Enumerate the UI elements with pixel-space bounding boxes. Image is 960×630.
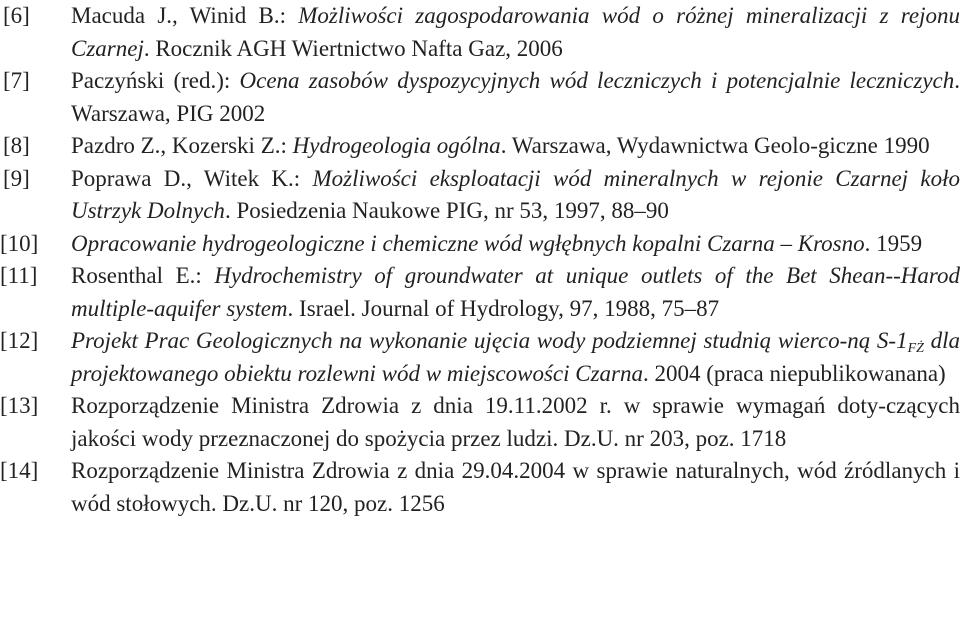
reference-source: . Warszawa, PIG 2002 (71, 68, 960, 126)
reference-source: . 2004 (praca niepublikowanana) (643, 360, 946, 386)
reference-item (0, 163, 960, 228)
reference-authors: Macuda J., Winid B.: (71, 3, 299, 28)
reference-item (0, 65, 960, 130)
reference-number: [13] (0, 393, 39, 418)
reference-item (0, 325, 960, 390)
reference-title: Możliwości zagospodarowania wód o różnej mineralizacji z rejonu Czarnej (71, 3, 960, 61)
reference-item (0, 455, 960, 520)
reference-number: [7] (3, 68, 30, 93)
reference-item (0, 260, 960, 325)
reference-number: [11] (0, 263, 38, 288)
reference-authors: Rosenthal E.: (71, 263, 215, 288)
reference-title: Hydrogeologia ogólna (292, 133, 501, 158)
reference-text: Rozporządzenie Ministra Zdrowia z dnia 29.04.2004 w sprawie naturalnych, wód źródlanych i wód stołowych. Dz.U. nr 120, poz. 1256 (71, 458, 960, 516)
reference-number: [9] (3, 165, 30, 191)
reference-authors: Paczyński (red.): (71, 68, 240, 93)
reference-number: [6] (3, 3, 30, 28)
reference-title: Projekt Prac Geologicznych na wykonanie ujęcia wody podziemnej studnią wierco-ną S-1 (71, 328, 908, 353)
reference-source: . 1959 (864, 230, 923, 256)
reference-number: [14] (0, 458, 39, 483)
reference-item (0, 390, 960, 455)
reference-source: . Warszawa, Wydawnictwa Geolo-giczne 1990 (500, 133, 930, 158)
reference-source: . Israel. Journal of Hydrology, 97, 1988, 75–87 (287, 295, 720, 321)
reference-number: [8] (3, 133, 30, 158)
reference-item (0, 0, 960, 65)
reference-source: . Rocznik AGH Wiertnictwo Nafta Gaz, 2006 (143, 35, 563, 61)
reference-number: [12] (0, 328, 39, 353)
reference-title-subscript: FŻ (907, 341, 924, 356)
reference-text: Rozporządzenie Ministra Zdrowia z dnia 19.11.2002 r. w sprawie wymagań doty-czących jakości wody przeznaczonej do spożycia przez ludzi. Dz.U. nr 203, poz. 1718 (71, 393, 960, 451)
reference-number: [10] (0, 230, 39, 256)
reference-item (0, 130, 960, 163)
reference-title: Ocena zasobów dyspozycyjnych wód leczniczych i potencjalnie leczniczych (239, 68, 955, 93)
reference-authors: Poprawa D., Witek K.: (71, 165, 313, 191)
reference-item (0, 228, 960, 261)
reference-title-continued: dla projektowanego obiektu rozlewni wód w miejscowości Czarna (71, 328, 960, 386)
reference-authors: Pazdro Z., Kozerski Z.: (71, 133, 293, 158)
reference-title: Opracowanie hydrogeologiczne i chemiczne wód wgłębnych kopalni Czarna – Krosno (71, 230, 865, 256)
reference-title: Możliwości eksploatacji wód mineralnych w rejonie Czarnej koło Ustrzyk Dolnych (71, 165, 960, 223)
reference-source: . Posiedzenia Naukowe PIG, nr 53, 1997, 88–90 (224, 198, 669, 223)
reference-title: Hydrochemistry of groundwater at unique outlets of the Bet Shean--Harod multiple-aquifer system (71, 263, 960, 321)
